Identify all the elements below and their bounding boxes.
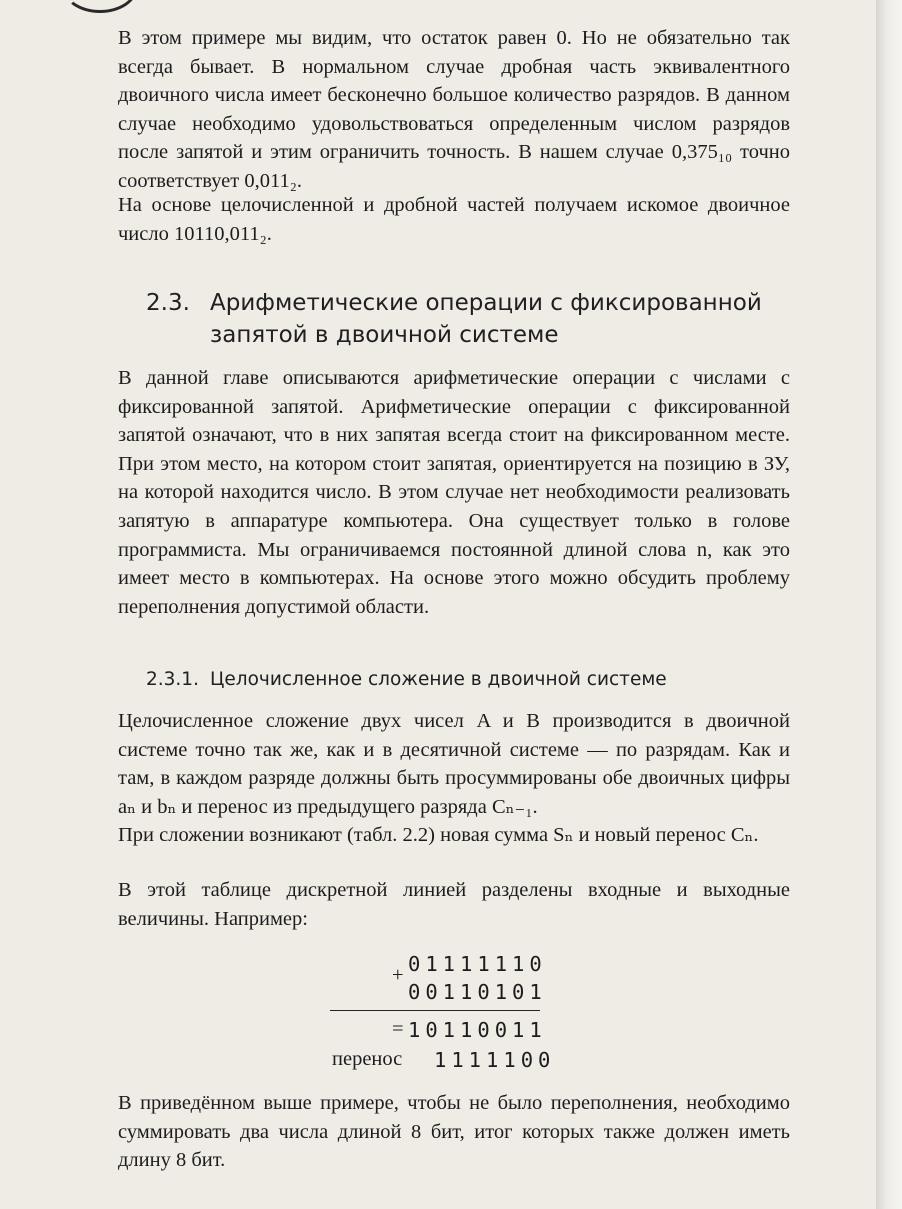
binary-addition-example [330,952,590,1078]
page-corner-mark [62,0,138,13]
page-edge [876,0,902,1209]
intro-paragraph-2: На основе целочисленной и дробной частей получаем искомое двоичное число 10110,011₂. [118,194,790,245]
sum-divider-line [330,1010,540,1011]
carry-value: 1111100 [434,1048,556,1072]
section-paragraph: В данной главе описываются арифметические операции с числами с фиксированной запятой. Арифметические операции с фиксированной запятой означают, что в них запятая всегда стоит на фиксированном месте. При этом место, на котором стоит запятая, ориентируется на позицию в ЗУ, на которой находится число. В этом случае нет необходимости реализовать запятую в аппаратуре компьютера. Она существует только в голове программиста. Мы ограничиваемся постоянной длиной слова n, как это имеет место в компьютерах. На основе этого можно обсудить проблему переполнения допустимой области. [118,367,790,618]
subsection-paragraph-2: При сложении возникают (табл. 2.2) новая сумма Sₙ и новый перенос Cₙ. [118,824,759,846]
intro-paragraph-1: В этом примере мы видим, что остаток равен 0. Но не обязательно так всегда бывает. В нормальном случае дробная часть эквивалентного двоичного числа имеет бесконечно большое количество разрядов. В данном случае необходимо удовольствоваться определенным числом разрядов после запятой и этим ограничить точность. В нашем случае 0,375₁₀ точно соответствует 0,011₂. [118,27,790,192]
section-title: Арифметические операции с фиксированной запятой в двоичной системе [210,290,762,348]
section-number: 2.3. [146,290,190,316]
subsection-number: 2.3.1. [146,669,199,690]
plus-sign: + [392,964,404,986]
operand-a: 01111110 [408,952,547,976]
subsection-paragraph-1: Целочисленное сложение двух чисел A и B производится в двоичной системе точно так же, как и в десятичной системе — по разрядам. Как и там, в каждом разряде должны быть просуммированы обе двоичных цифры aₙ и bₙ и перенос из предыдущего разряда Cₙ₋₁. [118,710,790,818]
carry-label: перенос [332,1048,403,1070]
subsection-title: Целочисленное сложение в двоичной системе [210,669,667,690]
closing-paragraph: В приведённом выше примере, чтобы не было переполнения, необходимо суммировать два числа длиной 8 бит, итог которых также должен иметь длину 8 бит. [118,1092,790,1172]
subsection-paragraph-3: В этой таблице дискретной линией разделены входные и выходные величины. Например: [118,879,790,930]
sum-result: 10110011 [408,1018,547,1042]
equals-sign: = [392,1018,404,1040]
operand-b: 00110101 [408,980,547,1004]
